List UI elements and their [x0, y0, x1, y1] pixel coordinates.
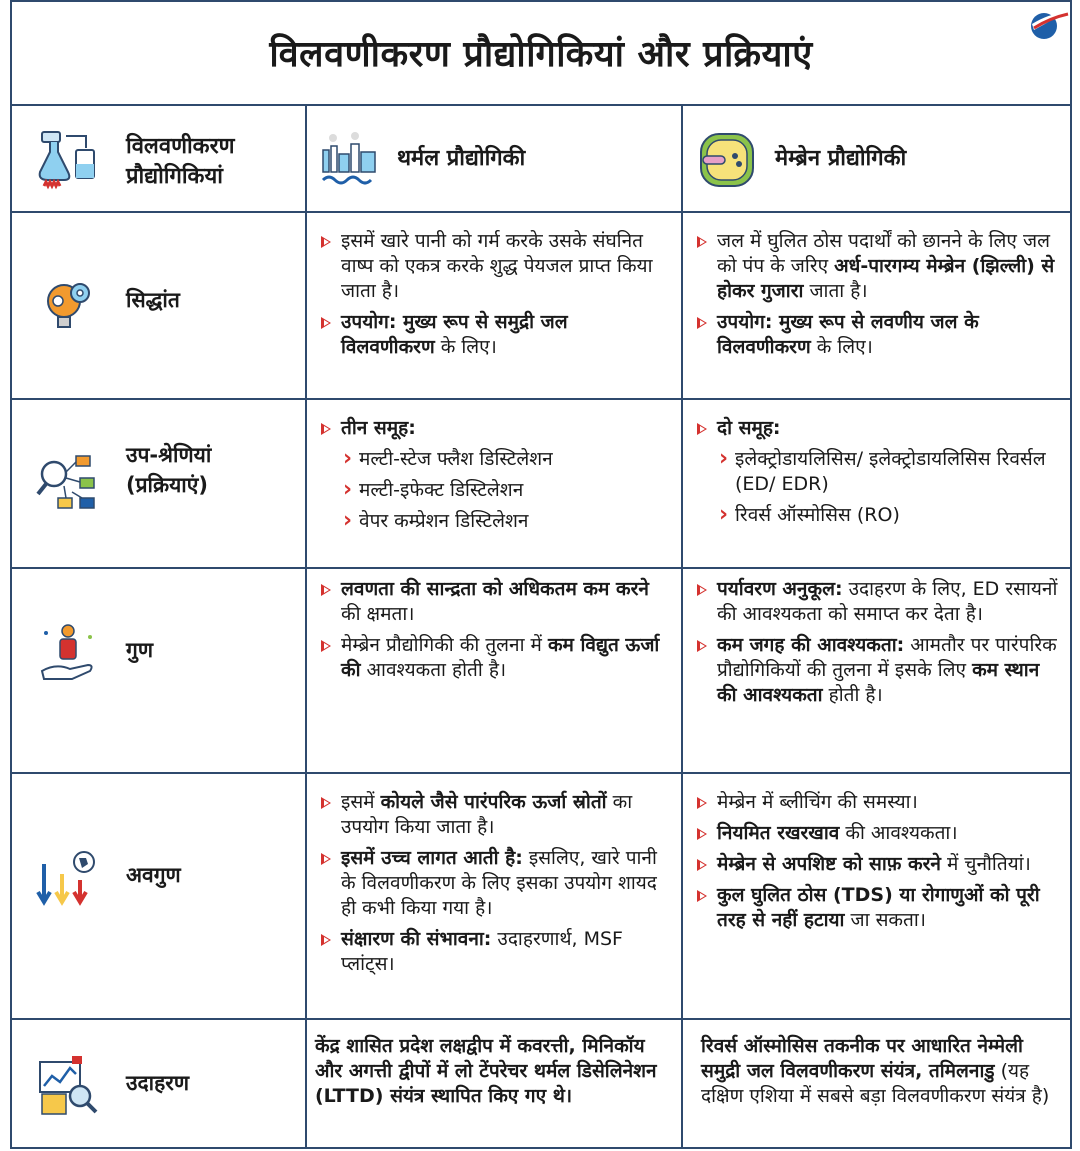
row-label-subcategories: उप-श्रेणियां (प्रक्रियाएं) — [126, 443, 212, 497]
merits-membrane-bullet-1: पर्यावरण अनुकूल: उदाहरण के लिए, ED रसायनों की आवश्यकता को समाप्त कर देता है। — [695, 577, 1058, 627]
examples-membrane-text: रिवर्स ऑस्मोसिस तकनीक पर आधारित नेम्मेली समुद्री जल विलवणीकरण संयंत्र, तमिलनाडु (यह दक्षिण एशिया में सबसे बड़ा विलवणीकरण संयंत्र है) — [701, 1035, 1050, 1107]
demerits-thermal-bullet-2: इसमें उच्च लागत आती है: इसलिए, खारे पानी के विलवणीकरण के लिए इसका उपयोग शायद ही कभी किया गया है। — [319, 846, 667, 921]
principle-thermal-bullet-2: उपयोग: मुख्य रूप से समुद्री जल विलवणीकरण के लिए। — [319, 310, 667, 360]
person-on-hand-icon — [36, 621, 100, 685]
lab-flask-icon — [36, 128, 100, 192]
merits-thermal-bullet-2: मेम्ब्रेन प्रौद्योगिकी की तुलना में कम विद्युत ऊर्जा की आवश्यकता होती है। — [319, 633, 667, 683]
list-item: › मल्टी-स्टेज फ्लैश डिस्टिलेशन — [319, 447, 667, 472]
table-row-examples — [10, 1020, 1072, 1149]
principle-thermal-bullet-1: इसमें खारे पानी को गर्म करके उसके संघनित वाष्प को एकत्र करके शुद्ध पेयजल प्राप्त किया जाता है। — [319, 229, 667, 304]
principle-membrane-bullet-2: उपयोग: मुख्य रूप से लवणीय जल के विलवणीकरण के लिए। — [695, 310, 1058, 360]
table-header-row — [10, 106, 1072, 213]
row-label-demerits: अवगुण — [126, 863, 181, 887]
subcat-membrane-heading: दो समूह: — [695, 416, 1058, 441]
list-item: › वेपर कम्प्रेशन डिस्टिलेशन — [319, 509, 667, 534]
table-row-demerits — [10, 774, 1072, 1020]
header-technologies-label: विलवणीकरण प्रौद्योगिकियां — [126, 134, 235, 189]
header-thermal-label: थर्मल प्रौद्योगिकी — [397, 146, 526, 171]
down-arrows-thumbsdown-icon — [36, 850, 100, 914]
membrane-cell-icon — [695, 128, 759, 192]
chart-magnifier-icon — [36, 1054, 100, 1118]
flowchart-magnifier-icon — [36, 452, 100, 516]
list-item: › मल्टी-इफेक्ट डिस्टिलेशन — [319, 478, 667, 503]
demerits-membrane-bullet-1: मेम्ब्रेन में ब्लीचिंग की समस्या। — [695, 790, 1058, 815]
header-membrane-label: मेम्ब्रेन प्रौद्योगिकी — [775, 146, 907, 171]
table-row-merits — [10, 569, 1072, 774]
merits-membrane-bullet-2: कम जगह की आवश्यकता: आमतौर पर पारंपरिक प्रौद्योगिकियों की तुलना में इसके लिए कम स्थान की आवश्यकता होती है। — [695, 633, 1058, 708]
row-label-examples: उदाहरण — [126, 1071, 190, 1095]
gear-bulb-icon — [36, 273, 100, 337]
list-item: › इलेक्ट्रोडायलिसिस/ इलेक्ट्रोडायलिसिस रिवर्सल (ED/ EDR) — [695, 447, 1058, 497]
demerits-membrane-bullet-3: मेम्ब्रेन से अपशिष्ट को साफ़ करने में चुनौतियां। — [695, 852, 1058, 877]
list-item: › रिवर्स ऑस्मोसिस (RO) — [695, 503, 1058, 528]
table-row-subcategories — [10, 400, 1072, 569]
demerits-membrane-bullet-4: कुल घुलित ठोस (TDS) या रोगाणुओं को पूरी तरह से नहीं हटाया जा सकता। — [695, 883, 1058, 933]
factory-icon — [319, 128, 383, 192]
row-label-principle: सिद्धांत — [126, 288, 180, 312]
merits-thermal-bullet-1: लवणता की सान्द्रता को अधिकतम कम करने की क्षमता। — [319, 577, 667, 627]
demerits-thermal-bullet-3: संक्षारण की संभावना: उदाहरणार्थ, MSF प्लांट्स। — [319, 927, 667, 977]
demerits-membrane-bullet-2: नियमित रखरखाव की आवश्यकता। — [695, 821, 1058, 846]
subcat-thermal-heading: तीन समूह: — [319, 416, 667, 441]
row-label-merits: गुण — [126, 638, 154, 662]
examples-thermal-text: केंद्र शासित प्रदेश लक्षद्वीप में कवरत्ती, मिनिकॉय और अगत्ती द्वीपों में लो टेंपरेचर थर्मल डिसेलिनेशन (LTTD) संयंत्र स्थापित किए गए थे। — [315, 1035, 657, 1107]
table-row-principle — [10, 213, 1072, 400]
demerits-thermal-bullet-1: इसमें कोयले जैसे पारंपरिक ऊर्जा स्रोतों का उपयोग किया जाता है। — [319, 790, 667, 840]
principle-membrane-bullet-1: जल में घुलित ठोस पदार्थों को छानने के लिए जल को पंप के जरिए अर्ध-पारगम्य मेम्ब्रेन (झिल्ली) से होकर गुजारा जाता है। — [695, 229, 1058, 304]
page-title: विलवणीकरण प्रौद्योगिकियां और प्रक्रियाएं — [10, 0, 1072, 106]
